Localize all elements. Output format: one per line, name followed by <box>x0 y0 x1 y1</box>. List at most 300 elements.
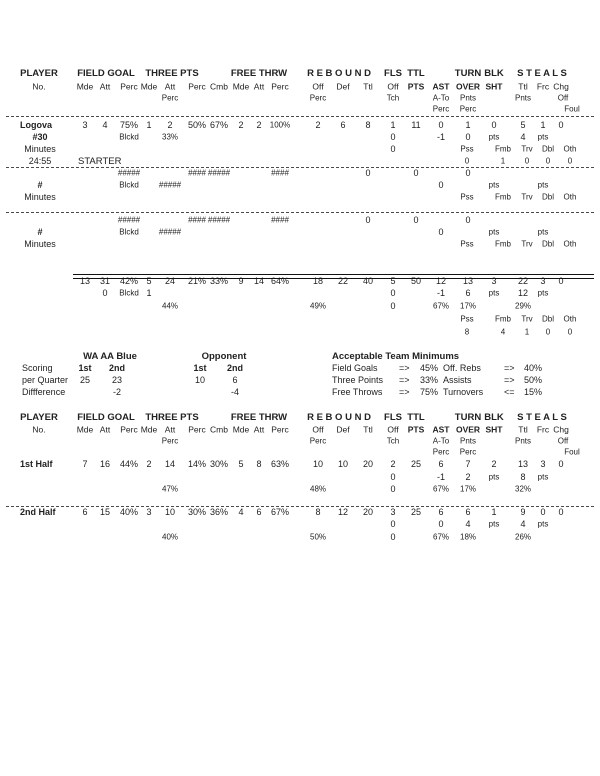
text-cell: Oth <box>563 144 577 154</box>
text-cell: 4 <box>520 519 526 530</box>
text-cell: 64% <box>270 276 290 287</box>
text-cell: => <box>504 363 515 374</box>
text-cell: pts <box>488 519 500 529</box>
text-cell: Scoring <box>22 363 53 374</box>
text-cell: #### <box>188 215 206 225</box>
text-cell: 6 <box>465 507 471 518</box>
text-cell: => <box>399 375 410 386</box>
text-cell: -1 <box>436 472 446 483</box>
text-cell: SHT <box>485 424 503 435</box>
text-cell: 6 <box>82 507 88 518</box>
text-cell: Off <box>312 81 324 92</box>
text-cell: -4 <box>230 387 240 398</box>
text-cell: Dbl <box>541 192 555 202</box>
text-cell: Perc <box>161 93 179 103</box>
text-cell: Fmb <box>495 192 511 202</box>
text-cell: pts <box>537 288 549 298</box>
text-cell: 1 <box>540 120 546 131</box>
text-cell: 50% <box>187 120 207 131</box>
text-cell: 2nd <box>226 363 244 374</box>
text-cell: Foul <box>564 104 580 114</box>
text-cell: 67% <box>432 301 450 311</box>
text-cell: 13 <box>462 276 474 287</box>
text-cell: 0 <box>390 132 396 143</box>
text-cell: #30 <box>32 132 48 143</box>
text-cell: 1st Half <box>20 459 53 470</box>
text-cell: pts <box>488 180 500 190</box>
text-cell: 1 <box>390 120 396 131</box>
text-cell: Att <box>253 81 265 92</box>
text-cell: 14 <box>164 459 176 470</box>
text-cell: pts <box>537 472 549 482</box>
text-cell: 10 <box>312 459 324 470</box>
text-cell: 10 <box>164 507 176 518</box>
text-cell: 8 <box>256 459 262 470</box>
text-cell: Trv <box>521 192 533 202</box>
text-cell: FREE THRW <box>230 411 288 423</box>
text-cell: 0 <box>465 215 471 226</box>
text-cell: 0 <box>540 507 546 518</box>
text-cell: 0 <box>558 507 564 518</box>
text-cell: 0 <box>465 132 471 143</box>
text-cell: Blckd <box>119 227 139 237</box>
text-cell: ##### <box>158 180 182 190</box>
text-cell: 0 <box>567 156 573 166</box>
text-cell: 8 <box>464 327 470 337</box>
text-cell: => <box>399 363 410 374</box>
text-cell: PTS <box>407 424 425 435</box>
text-cell: 30% <box>209 459 229 470</box>
text-cell: 0 <box>365 168 371 179</box>
text-cell: Dbl <box>541 239 555 249</box>
text-cell: AST <box>432 424 450 435</box>
text-cell: Off <box>557 436 569 446</box>
text-cell: 0 <box>390 532 396 543</box>
text-cell: Trv <box>521 144 533 154</box>
text-cell: Ttl <box>518 81 528 92</box>
text-cell: => <box>504 375 515 386</box>
text-cell: <= <box>504 387 515 398</box>
text-cell: 3 <box>82 120 88 131</box>
text-cell: Perc <box>188 424 206 435</box>
text-cell: THREE PTS <box>145 67 199 79</box>
text-cell: 2 <box>315 120 321 131</box>
text-cell: BLK <box>484 411 504 423</box>
text-cell: Dbl <box>541 144 555 154</box>
text-cell: R E B O U N D <box>307 67 371 79</box>
text-cell: pts <box>537 227 549 237</box>
text-cell: TTL <box>407 411 425 423</box>
text-cell: 0 <box>438 120 444 131</box>
text-cell: Blckd <box>119 180 139 190</box>
text-cell: 67% <box>432 532 450 542</box>
text-cell: Pss <box>460 192 474 202</box>
text-cell: Assists <box>443 375 472 386</box>
text-cell: R E B O U N D <box>307 411 371 423</box>
text-cell: 6 <box>232 375 238 386</box>
text-cell: 0 <box>545 156 551 166</box>
text-cell: 0 <box>524 156 530 166</box>
text-cell: 0 <box>438 519 444 530</box>
text-cell: 15 <box>99 507 111 518</box>
text-cell: 1st <box>193 363 207 374</box>
text-cell: Perc <box>120 424 138 435</box>
text-cell: 15% <box>524 387 543 398</box>
text-cell: 25 <box>410 459 422 470</box>
text-cell: 32% <box>514 484 532 494</box>
text-cell: 25 <box>410 507 422 518</box>
text-cell: Frc <box>536 424 550 435</box>
text-cell: 23 <box>111 375 123 386</box>
text-cell: Oth <box>563 192 577 202</box>
text-cell: 33% <box>161 132 179 142</box>
text-cell: 0 <box>558 120 564 131</box>
text-cell: No. <box>32 424 46 435</box>
text-cell: 12 <box>517 288 529 299</box>
text-cell: pts <box>488 472 500 482</box>
text-cell: 20 <box>362 459 374 470</box>
text-cell: ##### <box>207 168 231 178</box>
text-cell: # <box>37 180 43 191</box>
text-cell: 3 <box>540 459 546 470</box>
text-cell: 6 <box>438 459 444 470</box>
text-cell: 47% <box>161 484 179 494</box>
text-cell: -1 <box>436 288 446 299</box>
text-cell: Mde <box>232 424 250 435</box>
text-cell: 21% <box>187 276 207 287</box>
text-cell: 1 <box>491 507 497 518</box>
text-cell: Att <box>99 424 111 435</box>
text-cell: 2 <box>256 120 262 131</box>
text-cell: Ttl <box>518 424 528 435</box>
text-cell: 26% <box>514 532 532 542</box>
text-cell: FLS <box>384 67 402 79</box>
text-cell: 12 <box>435 276 447 287</box>
text-cell: => <box>399 387 410 398</box>
text-cell: 0 <box>558 276 564 287</box>
text-cell: Mde <box>140 424 158 435</box>
text-cell: Frc <box>536 81 550 92</box>
text-cell: 44% <box>161 301 179 311</box>
text-cell: 1 <box>465 120 471 131</box>
text-cell: 48% <box>309 484 327 494</box>
text-cell: Pnts <box>459 93 477 103</box>
text-cell: 6 <box>438 507 444 518</box>
text-cell: Mde <box>76 424 94 435</box>
text-cell: 6 <box>340 120 346 131</box>
text-cell: 0 <box>390 288 396 299</box>
text-cell: #### <box>271 215 289 225</box>
text-cell: 11 <box>411 120 421 131</box>
text-cell: ##### <box>158 227 182 237</box>
text-cell: Off <box>387 81 399 92</box>
text-cell: 7 <box>465 459 471 470</box>
text-cell: 0 <box>438 180 444 191</box>
text-cell: 6 <box>256 507 262 518</box>
text-cell: 50 <box>410 276 422 287</box>
text-cell: 18% <box>459 532 477 542</box>
text-cell: Logova <box>20 120 53 131</box>
text-cell: 2 <box>146 459 152 470</box>
text-cell: 0 <box>558 459 564 470</box>
text-cell: 25 <box>79 375 91 386</box>
text-cell: 8 <box>315 507 321 518</box>
text-cell: 75% <box>119 120 139 131</box>
text-cell: 1 <box>524 327 530 337</box>
text-cell: 2 <box>238 120 244 131</box>
text-cell: Foul <box>564 447 580 457</box>
text-cell: 67% <box>432 484 450 494</box>
text-cell: #### <box>271 168 289 178</box>
text-cell: 40% <box>119 507 139 518</box>
text-cell: 2nd Half <box>20 507 56 518</box>
text-cell: pts <box>488 227 500 237</box>
text-cell: ##### <box>117 215 141 225</box>
text-cell: 50% <box>524 375 543 386</box>
text-cell: 29% <box>514 301 532 311</box>
text-cell: 10 <box>337 459 349 470</box>
text-cell: 4 <box>500 327 506 337</box>
text-cell: 0 <box>390 144 396 155</box>
text-cell: 0 <box>390 472 396 483</box>
text-cell: 8 <box>520 472 526 483</box>
text-cell: Turnovers <box>443 387 484 398</box>
text-cell: Off <box>557 93 569 103</box>
text-cell: 3 <box>390 507 396 518</box>
text-cell: 36% <box>209 507 229 518</box>
text-cell: ##### <box>117 168 141 178</box>
text-cell: ##### <box>207 215 231 225</box>
text-cell: FREE THRW <box>230 67 288 79</box>
text-cell: pts <box>488 288 500 298</box>
text-cell: STARTER <box>78 155 122 167</box>
text-cell: Minutes <box>24 239 56 250</box>
text-cell: 7 <box>82 459 88 470</box>
text-cell: 40% <box>524 363 543 374</box>
text-cell: Field Goals <box>332 363 378 374</box>
text-cell: Diffference <box>22 387 66 398</box>
text-cell: 2 <box>465 472 471 483</box>
text-cell: 4 <box>238 507 244 518</box>
text-cell: Att <box>99 81 111 92</box>
text-cell: 5 <box>390 276 396 287</box>
text-cell: 16 <box>99 459 111 470</box>
text-cell: 20 <box>362 507 374 518</box>
text-cell: FIELD GOAL <box>77 411 135 423</box>
text-cell: 10 <box>194 375 206 386</box>
text-cell: 63% <box>270 459 290 470</box>
text-cell: 50% <box>309 532 327 542</box>
text-cell: 2 <box>167 120 173 131</box>
text-cell: Pnts <box>514 436 532 446</box>
text-cell: S T E A L S <box>517 67 567 79</box>
text-cell: Perc <box>432 447 450 457</box>
text-cell: 0 <box>438 227 444 238</box>
text-cell: 6 <box>465 288 471 299</box>
text-cell: Acceptable Team Minimums <box>332 350 460 362</box>
text-cell: 0 <box>102 288 108 299</box>
text-cell: 8 <box>365 120 371 131</box>
text-cell: TURN <box>454 67 482 79</box>
text-cell: 1 <box>146 120 152 131</box>
text-cell: A-To <box>432 93 450 103</box>
text-cell: A-To <box>432 436 450 446</box>
text-cell: 3 <box>146 507 152 518</box>
text-cell: Att <box>164 81 176 92</box>
text-cell: Ttl <box>363 424 373 435</box>
text-cell: PLAYER <box>20 67 58 79</box>
text-cell: 0 <box>465 168 471 179</box>
text-cell: 75% <box>420 387 439 398</box>
text-cell: Pnts <box>514 93 532 103</box>
text-cell: 45% <box>420 363 439 374</box>
text-cell: 9 <box>520 507 526 518</box>
text-cell: Perc <box>161 436 179 446</box>
text-cell: pts <box>488 132 500 142</box>
text-cell: pts <box>537 180 549 190</box>
text-cell: 30% <box>187 507 207 518</box>
text-cell: Att <box>253 424 265 435</box>
text-cell: Fmb <box>495 144 511 154</box>
text-cell: 49% <box>309 301 327 311</box>
text-cell: TTL <box>407 67 425 79</box>
text-cell: 5 <box>146 276 152 287</box>
text-cell: 14 <box>253 276 265 287</box>
text-cell: Perc <box>120 81 138 92</box>
text-cell: 1 <box>146 288 152 299</box>
text-cell: Dbl <box>541 314 555 324</box>
text-cell: 67% <box>209 120 229 131</box>
text-cell: 0 <box>413 215 419 226</box>
text-cell: 4 <box>465 519 471 530</box>
text-cell: 31 <box>99 276 111 287</box>
text-cell: Off. Rebs <box>443 363 481 374</box>
text-cell: 12 <box>337 507 349 518</box>
text-cell: 18 <box>312 276 324 287</box>
text-cell: 44% <box>119 459 139 470</box>
text-cell: Chg <box>553 81 569 92</box>
text-cell: Trv <box>521 314 533 324</box>
text-cell: 13 <box>517 459 529 470</box>
text-cell: Off <box>312 424 324 435</box>
text-cell: THREE PTS <box>145 411 199 423</box>
text-cell: 2 <box>491 459 497 470</box>
dashed-divider <box>6 167 594 168</box>
text-cell: 3 <box>491 276 497 287</box>
text-cell: Minutes <box>24 192 56 203</box>
text-cell: OVER <box>455 81 481 92</box>
text-cell: Mde <box>76 81 94 92</box>
text-cell: pts <box>537 132 549 142</box>
text-cell: pts <box>537 519 549 529</box>
text-cell: FLS <box>384 411 402 423</box>
text-cell: Cmb <box>210 81 228 92</box>
text-cell: 0 <box>464 156 470 166</box>
text-cell: 40% <box>161 532 179 542</box>
text-cell: Pss <box>460 144 474 154</box>
text-cell: Tch <box>386 93 400 103</box>
text-cell: Mde <box>232 81 250 92</box>
text-cell: 2nd <box>108 363 126 374</box>
text-cell: 0 <box>390 484 396 495</box>
text-cell: 14% <box>187 459 207 470</box>
text-cell: AST <box>432 81 450 92</box>
text-cell: PLAYER <box>20 411 58 423</box>
text-cell: Att <box>164 424 176 435</box>
text-cell: Def <box>336 81 350 92</box>
text-cell: Perc <box>309 436 327 446</box>
text-cell: Perc <box>432 104 450 114</box>
dashed-divider <box>6 506 594 507</box>
text-cell: 0 <box>390 301 396 312</box>
text-cell: 17% <box>459 484 477 494</box>
text-cell: 4 <box>102 120 108 131</box>
text-cell: Fmb <box>495 239 511 249</box>
text-cell: S T E A L S <box>517 411 567 423</box>
text-cell: No. <box>32 81 46 92</box>
text-cell: 5 <box>520 120 526 131</box>
text-cell: Blckd <box>119 132 139 142</box>
text-cell: 33% <box>420 375 439 386</box>
text-cell: Pnts <box>459 436 477 446</box>
text-cell: FIELD GOAL <box>77 67 135 79</box>
text-cell: Pss <box>460 239 474 249</box>
text-cell: 3 <box>540 276 546 287</box>
text-cell: 0 <box>413 168 419 179</box>
double-divider <box>73 274 594 279</box>
text-cell: Blckd <box>119 288 139 298</box>
text-cell: Tch <box>386 436 400 446</box>
text-cell: 24:55 <box>28 156 52 167</box>
text-cell: Perc <box>188 81 206 92</box>
text-cell: 0 <box>545 327 551 337</box>
text-cell: 1 <box>500 156 506 166</box>
text-cell: #### <box>188 168 206 178</box>
text-cell: Off <box>387 424 399 435</box>
text-cell: Free Throws <box>332 387 383 398</box>
text-cell: Opponent <box>201 350 247 362</box>
text-cell: Trv <box>521 239 533 249</box>
text-cell: TURN <box>454 411 482 423</box>
text-cell: 22 <box>337 276 349 287</box>
text-cell: Oth <box>563 239 577 249</box>
text-cell: 17% <box>459 301 477 311</box>
text-cell: 100% <box>269 120 291 130</box>
text-cell: WA AA Blue <box>83 350 137 362</box>
text-cell: 0 <box>390 519 396 530</box>
text-cell: Fmb <box>495 314 511 324</box>
dashed-divider <box>6 116 594 117</box>
text-cell: 22 <box>517 276 529 287</box>
text-cell: 33% <box>209 276 229 287</box>
text-cell: BLK <box>484 67 504 79</box>
text-cell: Chg <box>553 424 569 435</box>
text-cell: 42% <box>119 276 139 287</box>
text-cell: 5 <box>238 459 244 470</box>
text-cell: -2 <box>112 387 122 398</box>
text-cell: Minutes <box>24 144 56 155</box>
text-cell: SHT <box>485 81 503 92</box>
text-cell: 24 <box>164 276 176 287</box>
text-cell: Perc <box>309 93 327 103</box>
text-cell: 67% <box>270 507 290 518</box>
text-cell: Perc <box>459 104 477 114</box>
text-cell: 13 <box>79 276 91 287</box>
text-cell: Ttl <box>363 81 373 92</box>
text-cell: 9 <box>238 276 244 287</box>
text-cell: OVER <box>455 424 481 435</box>
text-cell: Perc <box>271 81 289 92</box>
